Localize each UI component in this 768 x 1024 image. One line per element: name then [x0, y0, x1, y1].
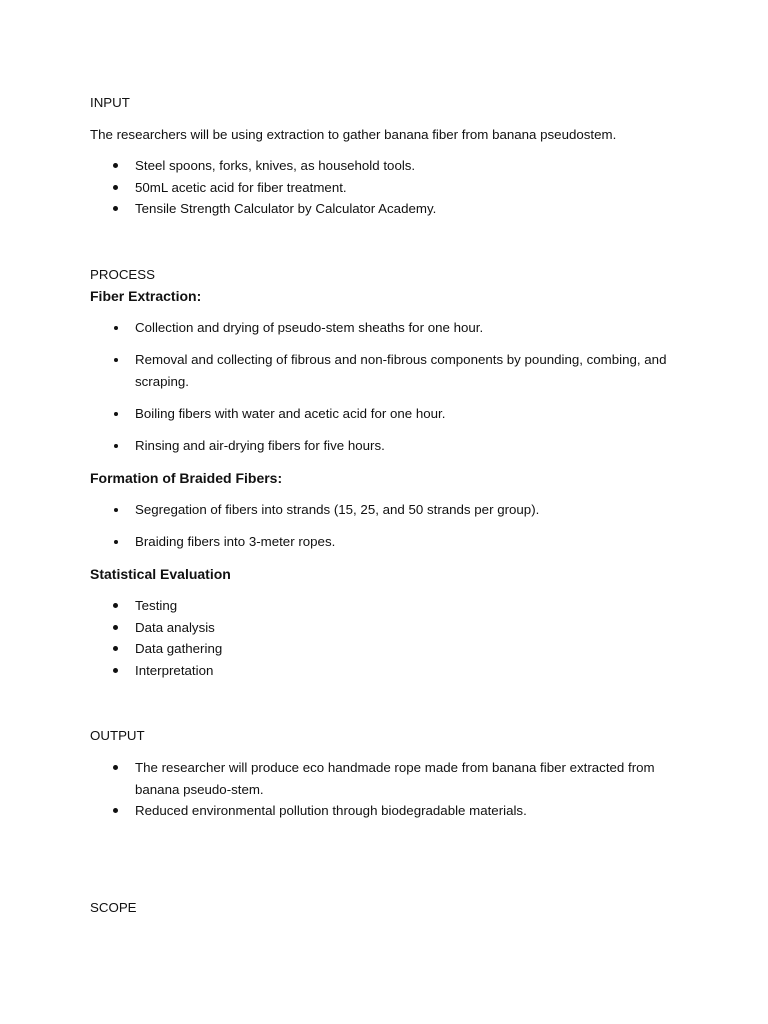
list-item: Removal and collecting of fibrous and non-fibrous components by pounding, combing, and scraping. — [0, 349, 768, 392]
output-list — [0, 757, 768, 822]
list-item: Boiling fibers with water and acetic acid for one hour. — [0, 403, 768, 425]
list-item: Collection and drying of pseudo-stem sheaths for one hour. — [0, 317, 768, 339]
input-intro: The researchers will be using extraction to gather banana fiber from banana pseudostem. — [90, 127, 617, 142]
input-list — [0, 155, 768, 220]
process-label: PROCESS — [90, 267, 156, 282]
statistical-evaluation-list — [0, 595, 768, 682]
braided-fibers-heading: Formation of Braided Fibers: — [90, 470, 283, 486]
list-item: Interpretation — [0, 660, 768, 682]
statistical-evaluation-heading: Statistical Evaluation — [90, 566, 231, 582]
list-item: Reduced environmental pollution through biodegradable materials. — [0, 800, 768, 822]
list-item: Data gathering — [0, 638, 768, 660]
braided-fibers-list — [0, 499, 768, 563]
list-item: Data analysis — [0, 617, 768, 639]
list-item: Testing — [0, 595, 768, 617]
fiber-extraction-list — [0, 317, 768, 468]
input-label: INPUT — [90, 95, 130, 110]
list-item: 50mL acetic acid for fiber treatment. — [0, 177, 768, 199]
list-item: Steel spoons, forks, knives, as household tools. — [0, 155, 768, 177]
list-item: Rinsing and air-drying fibers for five hours. — [0, 435, 768, 457]
list-item: Tensile Strength Calculator by Calculator Academy. — [0, 198, 768, 220]
scope-label: SCOPE — [90, 900, 137, 915]
list-item: The researcher will produce eco handmade rope made from banana fiber extracted from banana pseudo-stem. — [0, 757, 768, 800]
fiber-extraction-heading: Fiber Extraction: — [90, 288, 202, 304]
list-item: Segregation of fibers into strands (15, 25, and 50 strands per group). — [0, 499, 768, 521]
list-item: Braiding fibers into 3-meter ropes. — [0, 531, 768, 553]
output-label: OUTPUT — [90, 728, 145, 743]
